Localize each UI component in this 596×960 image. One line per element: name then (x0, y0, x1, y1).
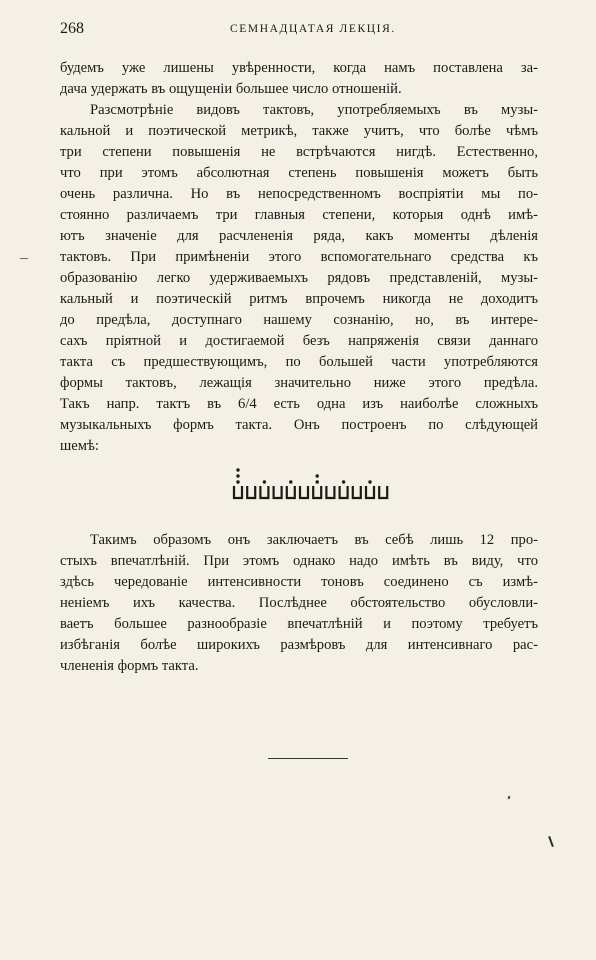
paper-speck (548, 836, 554, 847)
text-line: до предѣла, доступнаго нашему сознанію, но, въ интере- (60, 312, 538, 328)
text-line: образованію легко удерживаемыхъ рядовъ представленій, музы- (60, 270, 538, 286)
scheme-beat-mark (340, 486, 348, 498)
text-line: избѣганія болѣе широкихъ размѣровъ для интенсивнаго рас- (60, 637, 538, 653)
scheme-beat-mark (287, 486, 295, 498)
scheme-beat-mark (274, 486, 282, 498)
scheme-accent-dot (342, 480, 345, 483)
text-line: такта съ предшествующимъ, по большей части употребляются (60, 354, 538, 370)
margin-mark (20, 258, 28, 259)
running-head: СЕМНАДЦАТАЯ ЛЕКЦІЯ. (230, 23, 396, 35)
text-line: три степени повышенія не встрѣчаются нигдѣ. Естественно, (60, 144, 538, 160)
paragraph-1 (60, 58, 538, 100)
text-line: ваетъ большее разнообразіе впечатлѣній и поэтому требуетъ (60, 616, 538, 632)
meter-scheme (230, 462, 400, 504)
scheme-beat-mark (366, 486, 374, 498)
scheme-accent-dot (316, 474, 319, 477)
text-line: сахъ пріятной и достигаемой безъ напряженія связи даннаго (60, 333, 538, 349)
text-line: музыкальныхъ формъ такта. Онъ построенъ по слѣдующей (60, 417, 538, 433)
text-line: формы тактовъ, лежащія значительно ниже этого предѣла. (60, 375, 538, 391)
text-line: ютъ значеніе для расчлененія ряда, какъ моменты дѣленія (60, 228, 538, 244)
text-line: тактовъ. При примѣненіи этого вспомогательнаго средства къ (60, 249, 538, 265)
scheme-accent-dot (289, 480, 292, 483)
text-line: Такимъ образомъ онъ заключаетъ въ себѣ лишь 12 про- (90, 532, 538, 548)
body-text (60, 58, 538, 457)
scheme-accent-dot (368, 480, 371, 483)
paragraph-3 (60, 530, 538, 677)
scheme-beat-mark (234, 486, 242, 498)
scheme-beat-mark (300, 486, 308, 498)
text-line: стыхъ впечатлѣній. При этомъ однако надо имѣть въ виду, что (60, 553, 538, 569)
scheme-accent-dot (316, 480, 319, 483)
text-line: кальный и поэтическій ритмъ впрочемъ никогда не доходитъ (60, 291, 538, 307)
scheme-beat-mark (326, 486, 334, 498)
scheme-beat-mark (247, 486, 255, 498)
scheme-beat-mark (353, 486, 361, 498)
paragraph-2 (60, 100, 538, 457)
text-line: члененія формъ такта. (60, 658, 199, 674)
text-line: здѣсь чередованіе интенсивности тоновъ соединено съ измѣ- (60, 574, 538, 590)
meter-scheme-figure (230, 462, 400, 504)
page-number: 268 (60, 20, 84, 37)
scheme-beat-mark (313, 486, 321, 498)
text-line: стоянно различаемъ три главныя степени, которыя однѣ имѣ- (60, 207, 538, 223)
text-line: что при этомъ абсолютная степень повышенія можетъ быть (60, 165, 538, 181)
scheme-accent-dot (236, 480, 239, 483)
paper-speck (508, 796, 511, 800)
text-line: Такъ напр. тактъ въ 6/4 есть одна изъ наиболѣе сложныхъ (60, 396, 538, 412)
scheme-beat-mark (260, 486, 268, 498)
section-rule (268, 758, 348, 759)
body-text-continued (60, 530, 538, 677)
scheme-accent-dot (236, 468, 239, 471)
text-line: очень различна. Но въ непосредственномъ воспріятіи мы по- (60, 186, 538, 202)
text-line: дача удержать въ ощущеніи большее число отношеній. (60, 81, 402, 97)
text-line: неніемъ ихъ качества. Послѣднее обстоятельство обусловли- (60, 595, 538, 611)
text-line: будемъ уже лишены увѣренности, когда намъ поставлена за- (60, 60, 538, 76)
text-line: кальной и поэтической метрикѣ, также учитъ, что болѣе чѣмъ (60, 123, 538, 139)
page-header (60, 20, 538, 42)
scheme-beat-mark (379, 486, 387, 498)
scheme-accent-dot (236, 474, 239, 477)
scheme-accent-dot (263, 480, 266, 483)
text-line: Разсмотрѣніе видовъ тактовъ, употребляемыхъ въ музы- (90, 102, 538, 118)
text-line: шемѣ: (60, 438, 99, 454)
